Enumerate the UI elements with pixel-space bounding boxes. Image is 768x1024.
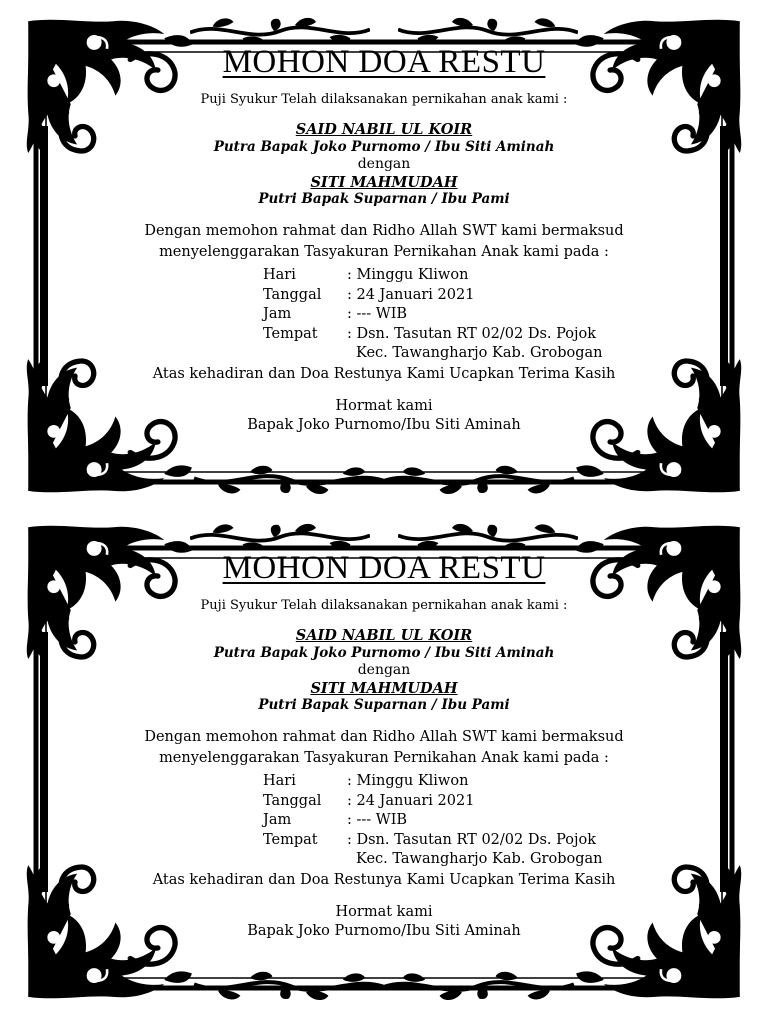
detail-row-time [263, 305, 678, 325]
date-label: Tanggal [263, 286, 322, 303]
date-value: : 24 Januari 2021 [347, 286, 475, 303]
thanks-line: Atas kehadiran dan Doa Restunya Kami Ucapkan Terima Kasih [152, 871, 616, 888]
time-value: : --- WIB [347, 812, 408, 829]
place-label: Tempat [263, 325, 318, 342]
time-label: Jam [263, 812, 292, 829]
detail-row-day [263, 772, 678, 792]
event-details [263, 772, 678, 870]
request-line-2: menyelenggarakan Tasyakuran Pernikahan Anak kami pada : [159, 750, 609, 767]
detail-row-date [263, 792, 678, 812]
detail-row-place [263, 325, 678, 345]
day-value: : Minggu Kliwon [347, 267, 469, 284]
groom-parents: Putra Bapak Joko Purnomo / Ibu Siti Aminah [213, 644, 555, 661]
request-paragraph [90, 221, 678, 265]
signature-text: Bapak Joko Purnomo/Ibu Siti Aminah [247, 417, 521, 434]
request-paragraph [90, 727, 678, 771]
groom-name: SAID NABIL UL KOIR [295, 120, 473, 138]
bride-parents: Putri Bapak Suparnan / Ibu Pami [258, 191, 510, 207]
event-details [263, 266, 678, 364]
invitation-card [0, 512, 768, 1012]
signature-text: Bapak Joko Purnomo/Ibu Siti Aminah [247, 923, 521, 940]
closing-block [90, 397, 678, 435]
connector-text: dengan [357, 156, 411, 173]
request-line-2: menyelenggarakan Tasyakuran Pernikahan Anak kami pada : [159, 244, 609, 261]
bride-name: SITI MAHMUDAH [310, 173, 458, 191]
groom-name: SAID NABIL UL KOIR [295, 626, 473, 644]
place-value: : Dsn. Tasutan RT 02/02 Ds. Pojok [347, 325, 597, 342]
bride-parents: Putri Bapak Suparnan / Ibu Pami [258, 697, 510, 713]
day-label: Hari [263, 773, 296, 790]
invitation-title: MOHON DOA RESTU [222, 44, 546, 80]
place-label: Tempat [263, 831, 318, 848]
bride-name: SITI MAHMUDAH [310, 679, 458, 697]
detail-row-place [263, 831, 678, 851]
date-label: Tanggal [263, 792, 322, 809]
regards-text: Hormat kami [335, 904, 433, 921]
detail-row-day [263, 266, 678, 286]
connector-text: dengan [357, 662, 411, 679]
invitation-text [90, 44, 678, 435]
detail-row-date [263, 286, 678, 306]
place-value-continued: Kec. Tawangharjo Kab. Grobogan [356, 345, 603, 362]
closing-block [90, 903, 678, 941]
time-label: Jam [263, 306, 292, 323]
invitation-card [0, 6, 768, 506]
invitation-title: MOHON DOA RESTU [222, 550, 546, 586]
thanks-line: Atas kehadiran dan Doa Restunya Kami Ucapkan Terima Kasih [152, 365, 616, 382]
invitation-text [90, 550, 678, 941]
place-value: : Dsn. Tasutan RT 02/02 Ds. Pojok [347, 831, 597, 848]
detail-row-time [263, 811, 678, 831]
regards-text: Hormat kami [335, 398, 433, 415]
day-value: : Minggu Kliwon [347, 773, 469, 790]
day-label: Hari [263, 267, 296, 284]
groom-parents: Putra Bapak Joko Purnomo / Ibu Siti Aminah [213, 138, 555, 155]
request-line-1: Dengan memohon rahmat dan Ridho Allah SWT kami bermaksud [144, 728, 624, 745]
intro-line: Puji Syukur Telah dilaksanakan pernikahan anak kami : [200, 598, 568, 614]
date-value: : 24 Januari 2021 [347, 792, 475, 809]
time-value: : --- WIB [347, 306, 408, 323]
intro-line: Puji Syukur Telah dilaksanakan pernikahan anak kami : [200, 92, 568, 108]
place-value-continued: Kec. Tawangharjo Kab. Grobogan [356, 851, 603, 868]
request-line-1: Dengan memohon rahmat dan Ridho Allah SWT kami bermaksud [144, 222, 624, 239]
